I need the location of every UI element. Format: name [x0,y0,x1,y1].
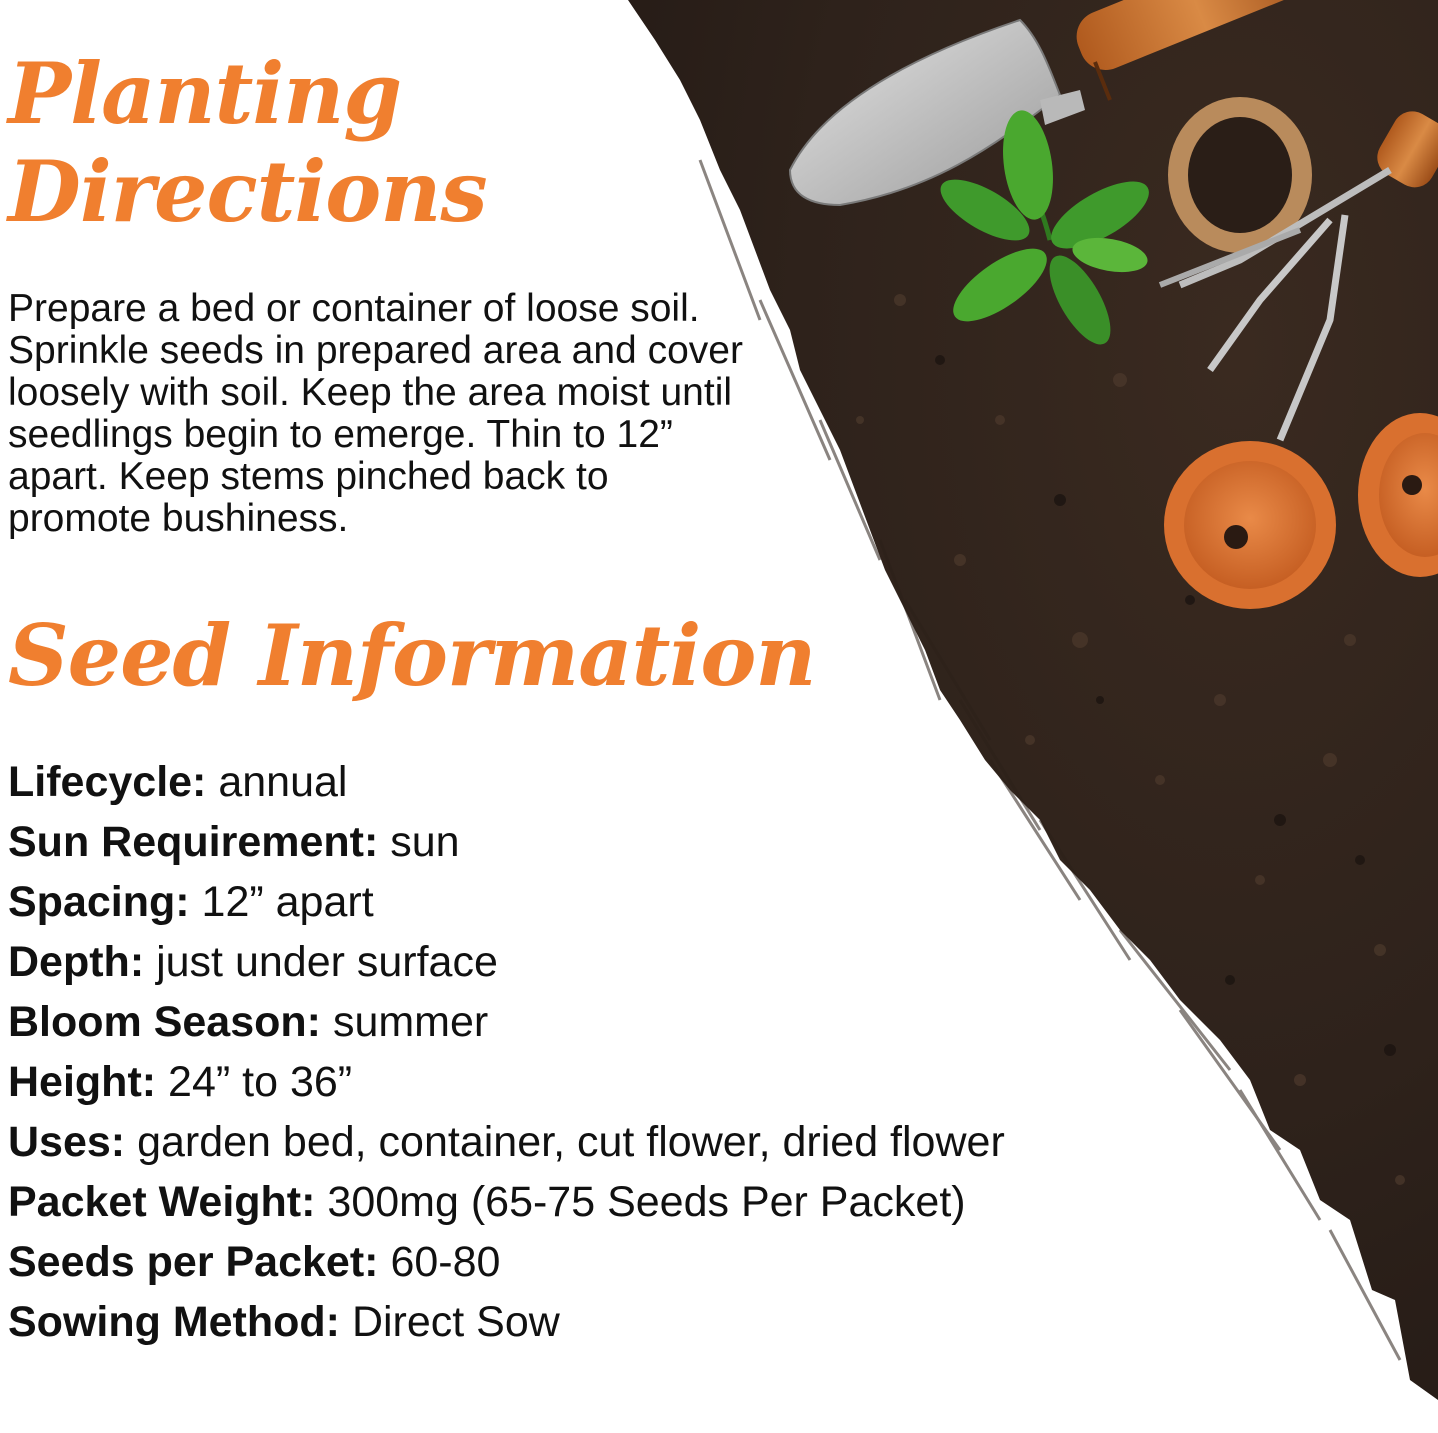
seed-information-title: Seed Information [8,606,816,705]
info-label: Uses: [8,1118,126,1166]
planting-directions-title-line1: Planting [8,44,402,143]
planting-directions-text: Prepare a bed or container of loose soil. Sprinkle seeds in prepared area and cover loosely with soil. Keep the area moist until seedlings begin to emerge. Thin to 12” apart. Keep stems pinched back to promote bushiness. [8,287,743,540]
seed-info-depth [8,932,1005,992]
info-value: just under surface [156,938,498,986]
seed-info-bloom [8,992,1005,1052]
info-label: Sowing Method: [8,1298,340,1346]
seed-info-sun [8,812,1005,872]
seed-info-sowing [8,1292,1005,1352]
info-label: Depth: [8,938,145,986]
info-label: Packet Weight: [8,1178,316,1226]
seed-info-spacing [8,872,1005,932]
seed-info-height [8,1052,1005,1112]
clay-pot-icon [1164,441,1336,609]
info-label: Lifecycle: [8,758,207,806]
info-value: garden bed, container, cut flower, dried flower [137,1118,1005,1166]
info-value: 24” to 36” [168,1058,353,1106]
info-label: Bloom Season: [8,998,321,1046]
seed-info-uses [8,1112,1005,1172]
info-label: Spacing: [8,878,190,926]
seed-info-packet-weight [8,1172,1005,1232]
info-value: Direct Sow [351,1298,560,1346]
info-value: 60-80 [390,1238,501,1286]
info-value: summer [332,998,489,1046]
info-label: Height: [8,1058,157,1106]
info-value: 12” apart [201,878,374,926]
info-value: 300mg (65-75 Seeds Per Packet) [327,1178,966,1226]
planting-directions-title-line2: Directions [8,142,487,241]
info-value: sun [390,818,460,866]
info-value: annual [218,758,348,806]
seed-info-list [8,752,1005,1352]
seed-info-lifecycle [8,752,1005,812]
info-label: Seeds per Packet: [8,1238,379,1286]
info-label: Sun Requirement: [8,818,379,866]
seed-info-seeds-per-packet [8,1232,1005,1292]
